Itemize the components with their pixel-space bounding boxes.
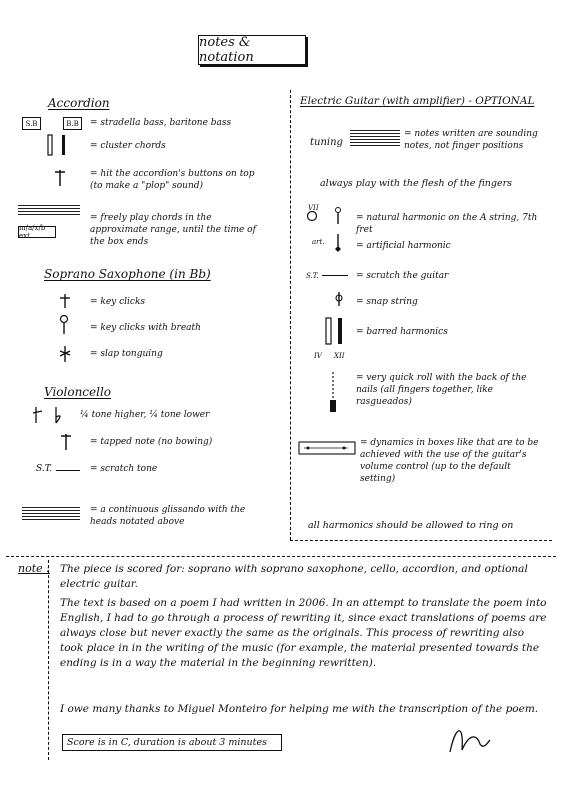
guitar-tuning-label: tuning [310,137,343,148]
guitar-heading: Electric Guitar (with amplifier) - OPTIONAL [300,95,535,107]
guitar-item-2: = artificial harmonic [356,241,451,251]
art-label: art. [312,238,325,246]
accordion-item-1: = stradella bass, baritone bass [90,118,232,128]
sax-item-2: = key clicks with breath [90,323,201,333]
cello-item-4: = a continuous glissando with the heads notated above [90,505,246,527]
cluster-chord-icon [40,133,70,159]
tuning-staff-icon [350,128,400,146]
guitar-always-text: always play with the flesh of the fingers [320,178,513,189]
guitar-item-7: = dynamics in boxes like that are to be achieved with the use of the guitar's volume control (up to the default setting) [360,438,539,484]
accordion-item-2: = cluster chords [90,141,166,151]
string-vii-label: VII [308,204,319,212]
accordion-item-4: = freely play chords in the approximate range, until the time of the box ends [90,213,256,247]
natural-harmonic-icon [330,206,346,226]
guitar-item-6: = very quick roll with the back of the nails (all fingers together, like rasgueados) [356,373,527,407]
quarter-tone-accidentals-icon [30,405,70,425]
guitar-item-4: = snap string [356,297,418,307]
quick-roll-icon [324,370,342,416]
string-circle-icon [306,210,318,222]
tapped-note-icon [58,432,74,452]
guitar-item-3: = scratch the guitar [356,271,449,281]
artificial-harmonic-icon [330,232,346,254]
guitar-scratch-line-icon [322,275,348,276]
key-click-icon [58,292,72,310]
sax-item-3: = slap tonguing [90,349,163,359]
accordion-item-3: = hit the accordion's buttons on top (to make a "plop" sound) [90,169,255,191]
note-label: note : [18,562,50,575]
note-paragraph-1: The piece is scored for: soprano with soprano saxophone, cello, accordion, and optional electric guitar. [60,563,528,590]
barre-iv-label: IV [314,352,322,360]
sax-item-1: = key clicks [90,297,146,307]
note-paragraph-2: The text is based on a poem I had written in 2006. In an attempt to translate the poem into English, I had to go through a process of rewriting it, since exact translations of poems are always close but never exactly the same as the originals. This process of rewriting also took place in in the writing of the music (for example, the material presented towards the ending is in a way the material in the beginning rewritten). [60,597,547,669]
barre-xii-label: XII [334,352,345,360]
glissando-staff-icon [22,505,80,521]
notes-left-border [48,560,49,760]
sax-heading: Soprano Saxophone (in Bb) [44,267,211,281]
scratch-line-icon [56,470,80,471]
notes-divider [6,556,556,557]
cello-item-1: ¼ tone higher, ¼ tone lower [80,410,210,420]
guitar-item-1: = natural harmonic on the A string, 7th fret [356,213,538,235]
baritone-bass-symbol: B.B [63,117,82,130]
cello-heading: Violoncello [44,385,112,399]
guitar-item-5: = barred harmonics [356,327,448,337]
dynamics-box-icon [298,441,356,455]
guitar-tuning-text: = notes written are sounding notes, not finger positions [404,129,538,151]
range-box: m/a/x/b ext. [18,226,56,238]
snap-string-icon [332,290,346,308]
cello-item-2: = tapped note (no bowing) [90,437,213,447]
signature-icon [446,722,492,758]
chord-range-staff-icon [18,203,80,217]
key-click-breath-icon [56,314,72,336]
page-title: notes & notation [198,35,306,65]
accordion-heading: Accordion [48,96,110,110]
hit-buttons-icon [52,168,68,188]
cello-st-label: S.T. [36,464,53,474]
cello-item-3: = scratch tone [90,464,158,474]
barred-harmonics-icon [322,316,348,346]
guitar-st-label: S.T. [306,272,319,280]
stradella-bass-symbol: S.B [22,117,41,130]
guitar-box-left-border [290,90,291,540]
slap-tongue-icon [57,344,73,364]
harmonics-note: all harmonics should be allowed to ring on [308,520,514,531]
note-paragraph-3: I owe many thanks to Miguel Monteiro for helping me with the transcription of the poem. [60,703,539,715]
guitar-box-bottom-border [290,540,552,541]
duration-box: Score is in C, duration is about 3 minutes [62,734,282,751]
